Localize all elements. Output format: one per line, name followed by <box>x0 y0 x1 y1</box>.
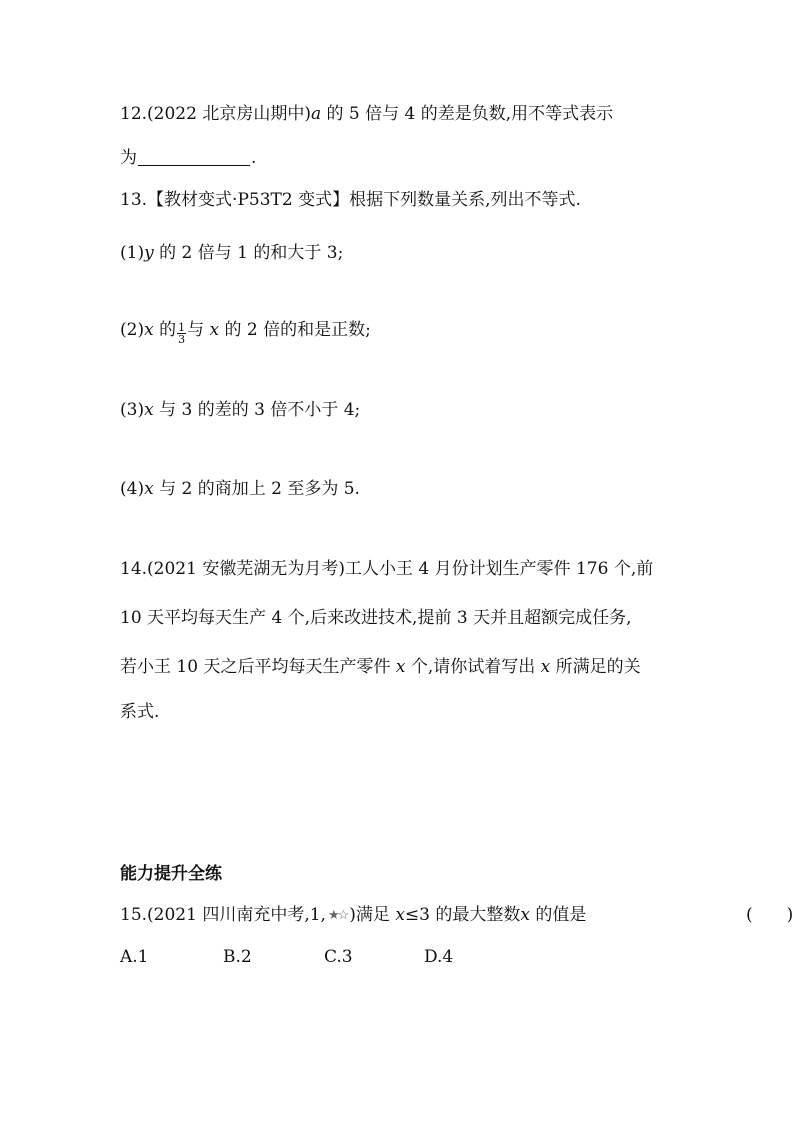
q14-line2: 10 天平均每天生产 4 个,后来改进技术,提前 3 天并且超额完成任务, <box>120 608 632 628</box>
q15-stem <box>120 903 794 928</box>
q15-text-b: ≤3 的最大整数 <box>404 905 521 925</box>
q13-p2-var: x <box>144 320 154 340</box>
q13-part4 <box>120 477 360 501</box>
q12-var-a: a <box>310 104 322 124</box>
q12-line1 <box>120 102 613 126</box>
q13-p3-text: 与 3 的差的 3 倍不小于 4; <box>153 400 361 420</box>
q12-source: 12.(2022 北京房山期中) <box>120 104 311 124</box>
q15-text-a: )满足 <box>349 905 396 925</box>
q13-p1-text: 的 2 倍与 1 的和大于 3; <box>153 243 344 263</box>
q15-source: 15.(2021 四川南充中考,1, <box>120 905 326 925</box>
difficulty-star-icon: ★☆ <box>327 908 348 923</box>
q15-option-a[interactable]: A.1 <box>120 947 149 967</box>
q12-line2 <box>120 146 256 170</box>
q13-part2 <box>120 318 371 345</box>
q13-p3-label: (3) <box>120 400 145 420</box>
fraction-denominator: 3 <box>178 333 186 346</box>
q13-part1 <box>120 241 343 265</box>
q13-p4-var: x <box>144 479 154 499</box>
q14-line4: 系式. <box>120 702 160 722</box>
q14-text-c: 所满足的关 <box>550 657 641 677</box>
q13-p3-var: x <box>144 400 154 420</box>
q13-p4-text: 与 2 的商加上 2 至多为 5. <box>153 479 360 499</box>
q15-options <box>120 945 520 969</box>
q13-p2-text: 的 <box>153 320 177 340</box>
q15-option-c[interactable]: C.3 <box>324 947 353 967</box>
q13-p2-label: (2) <box>120 320 145 340</box>
q14-var-x2: x <box>540 657 551 677</box>
q13-part3 <box>120 398 360 422</box>
q15-answer-parentheses[interactable]: ( ) <box>746 905 794 925</box>
q13-p1-label: (1) <box>120 243 145 263</box>
q12-period: . <box>251 148 257 168</box>
fraction-numerator: 1 <box>178 321 186 334</box>
fraction-one-third <box>177 322 186 345</box>
q13-p1-var: y <box>144 243 154 263</box>
q15-var2: x <box>520 905 530 925</box>
q14-line3 <box>120 655 641 679</box>
q14-var-x: x <box>395 657 406 677</box>
q14-text-b: 个,请你试着写出 <box>405 657 541 677</box>
section-title: 能力提升全练 <box>120 864 222 884</box>
q12-answer-blank[interactable] <box>138 147 250 166</box>
q12-text-wei: 为 <box>120 148 137 168</box>
q13-p2-text3: 的 2 倍的和是正数; <box>219 320 371 340</box>
q14-line1: 14.(2021 安徽芜湖无为月考)工人小王 4 月份计划生产零件 176 个,前 <box>120 559 654 579</box>
q15-var1: x <box>395 905 405 925</box>
q15-option-d[interactable]: D.4 <box>424 947 454 967</box>
q12-text: 的 5 倍与 4 的差是负数,用不等式表示 <box>321 104 614 124</box>
q13-p4-label: (4) <box>120 479 145 499</box>
q14-text-a: 若小王 10 天之后平均每天生产零件 <box>120 657 396 677</box>
q13-p2-var2: x <box>209 320 220 340</box>
q15-option-b[interactable]: B.2 <box>223 947 252 967</box>
q13-title: 13.【教材变式·P53T2 变式】根据下列数量关系,列出不等式. <box>120 190 581 210</box>
q13-p2-text2: 与 <box>187 320 210 340</box>
q15-text-c: 的值是 <box>529 905 587 925</box>
